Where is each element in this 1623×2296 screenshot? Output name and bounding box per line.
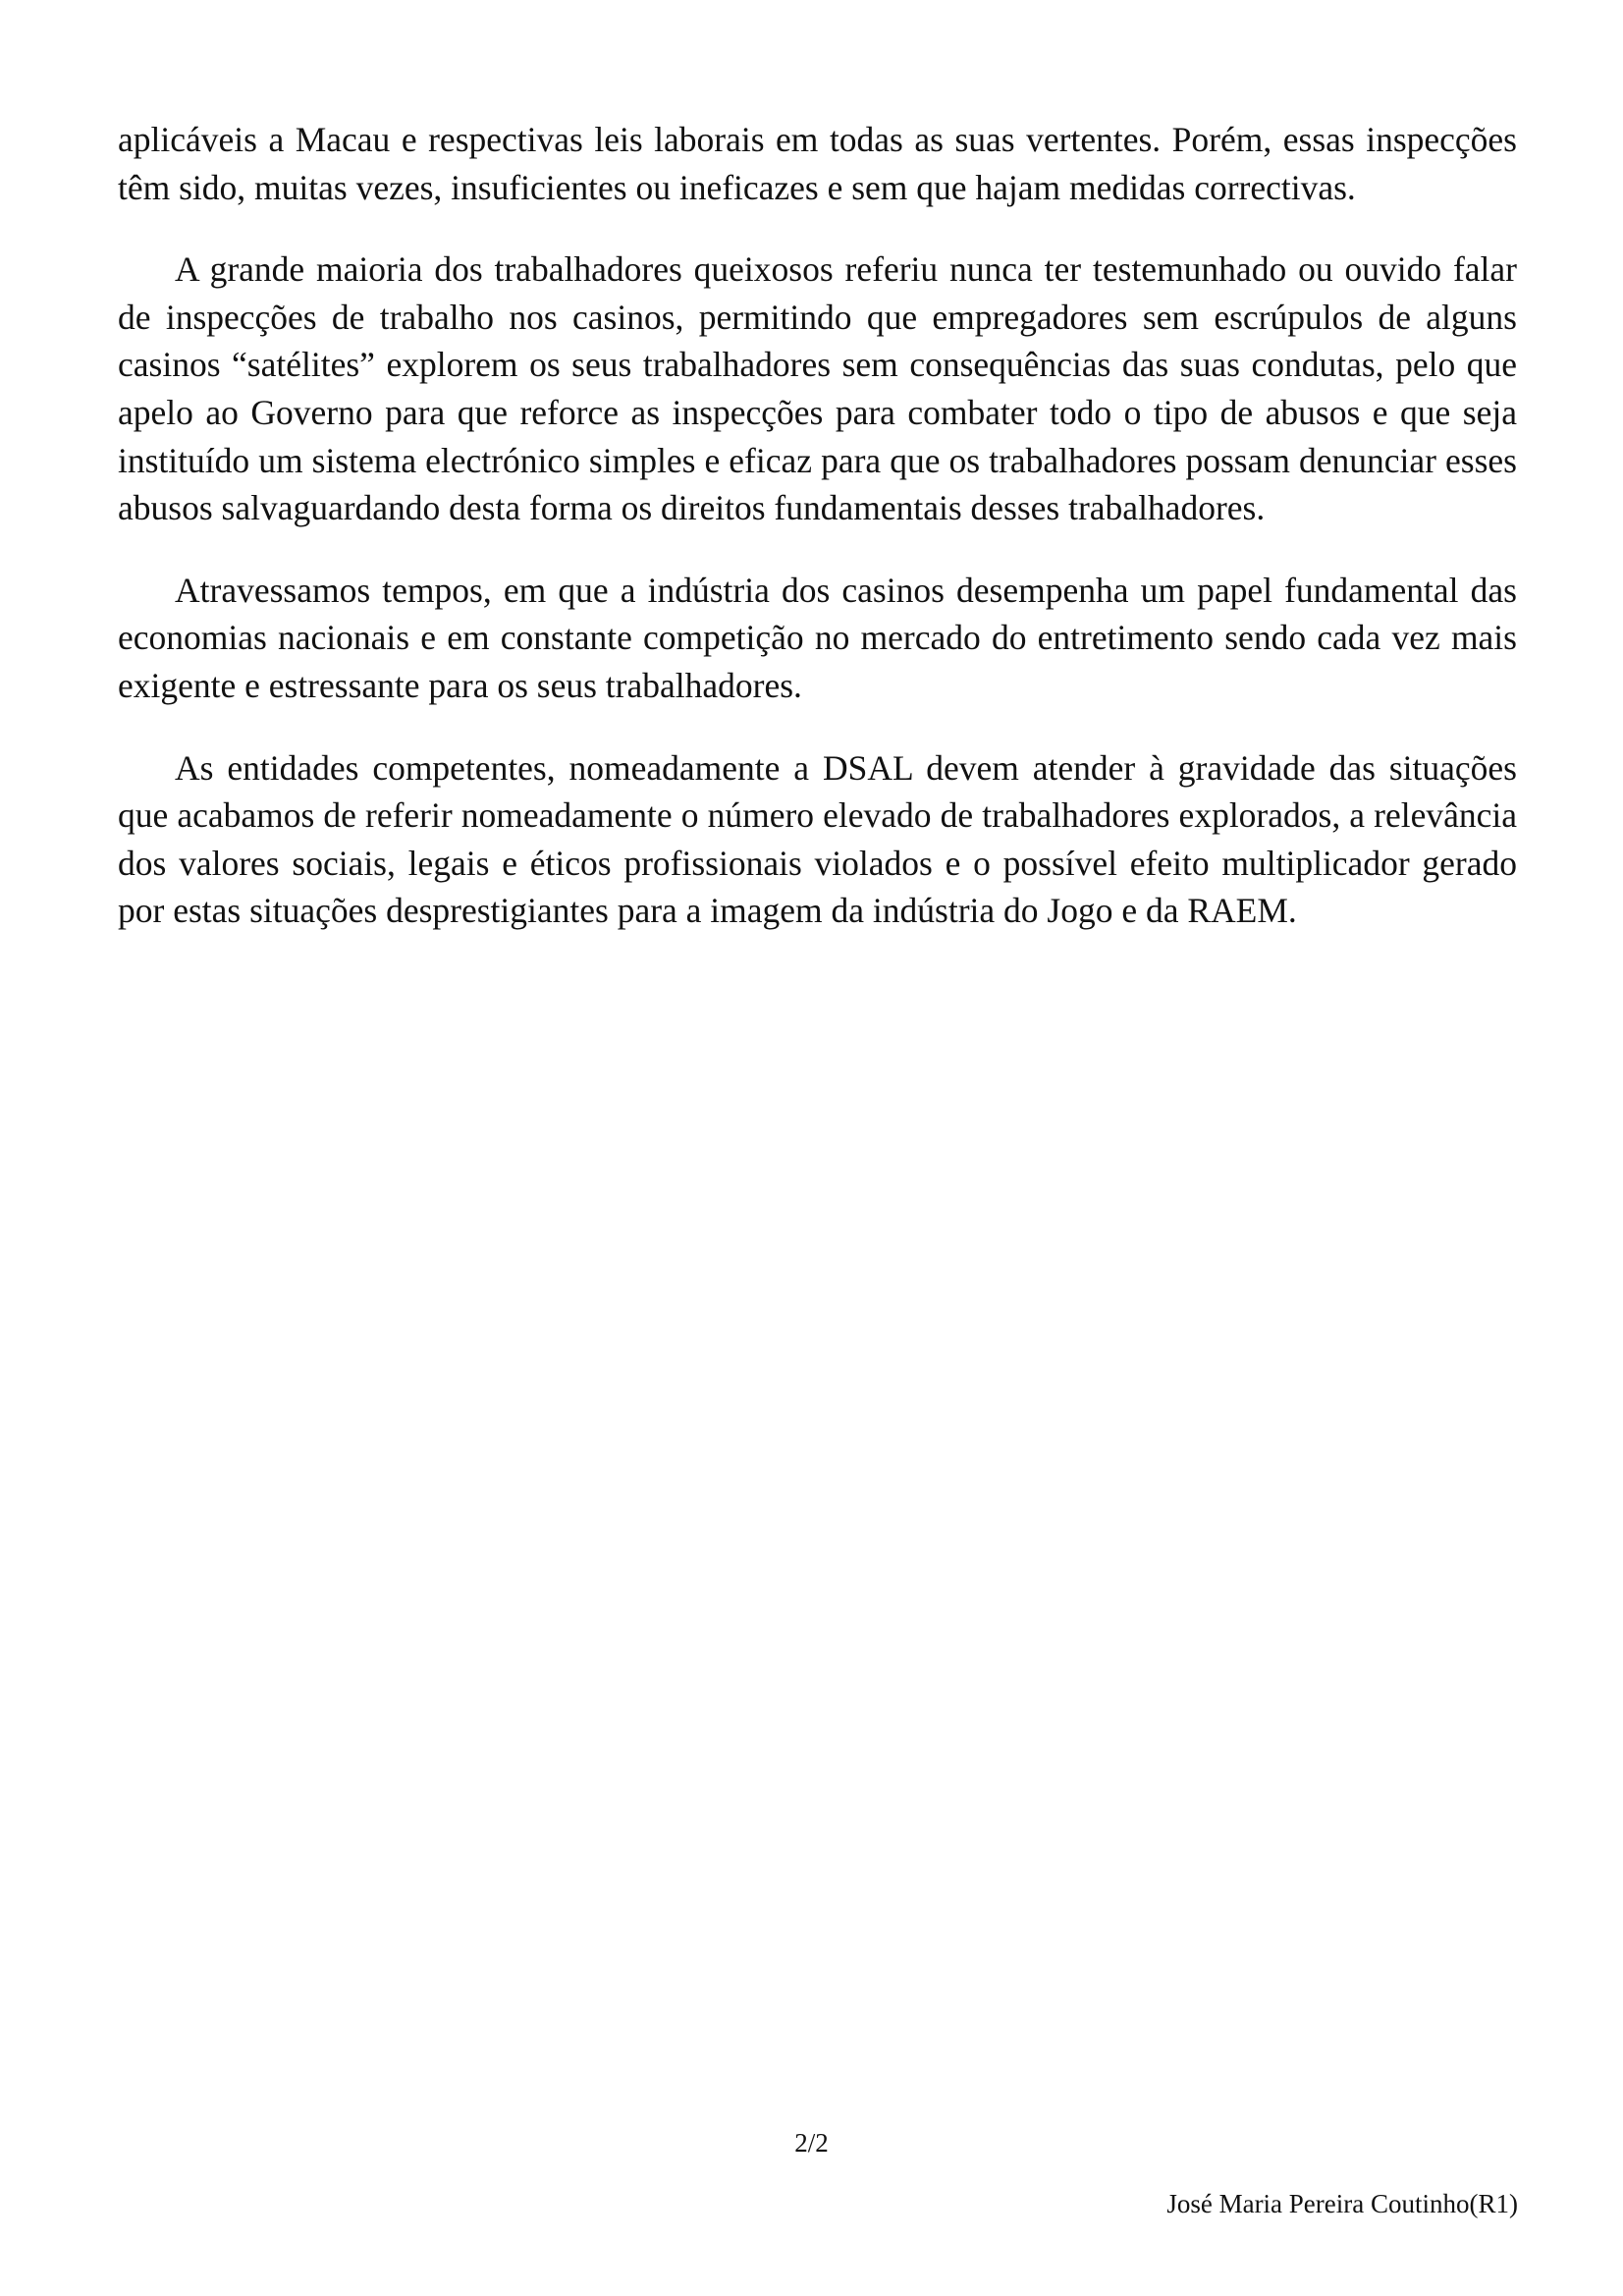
paragraph-casino-industry: Atravessamos tempos, em que a indústria dos casinos desempenha um papel fundamental das economias nacionais e em constante competição no mercado do entretimento sendo cada vez mais exigente e estressante para os seus trabalhadores. (118, 570, 1517, 705)
page-number: 2/2 (794, 2128, 829, 2158)
paragraph-competent-entities: As entidades competentes, nomeadamente a DSAL devem atender à gravidade das situações que acabamos de referir nomeadamente o número elevado de trabalhadores explorados, a relevância dos valores sociais, legais e éticos profissionais violados e o possível efeito multiplicador gerado por estas situações desprestigiantes para a imagem da indústria do Jogo e da RAEM. (118, 747, 1517, 931)
paragraph-continuation: aplicáveis a Macau e respectivas leis laborais em todas as suas vertentes. Porém, essas inspecções têm sido, muitas vezes, insuficientes ou ineficazes e sem que hajam medidas correctivas. (118, 120, 1517, 207)
author-signature-line: José Maria Pereira Coutinho(R1) (1166, 2189, 1518, 2218)
document-body (118, 116, 1517, 969)
paragraph-inspections: A grande maioria dos trabalhadores queixosos referiu nunca ter testemunhado ou ouvido falar de inspecções de trabalho nos casinos, permitindo que empregadores sem escrúpulos de alguns casinos “satélites” explorem os seus trabalhadores sem consequências das suas condutas, pelo que apelo ao Governo para que reforce as inspecções para combater todo o tipo de abusos e que seja instituído um sistema electrónico simples e eficaz para que os trabalhadores possam denunciar esses abusos salvaguardando desta forma os direitos fundamentais desses trabalhadores. (118, 249, 1517, 528)
